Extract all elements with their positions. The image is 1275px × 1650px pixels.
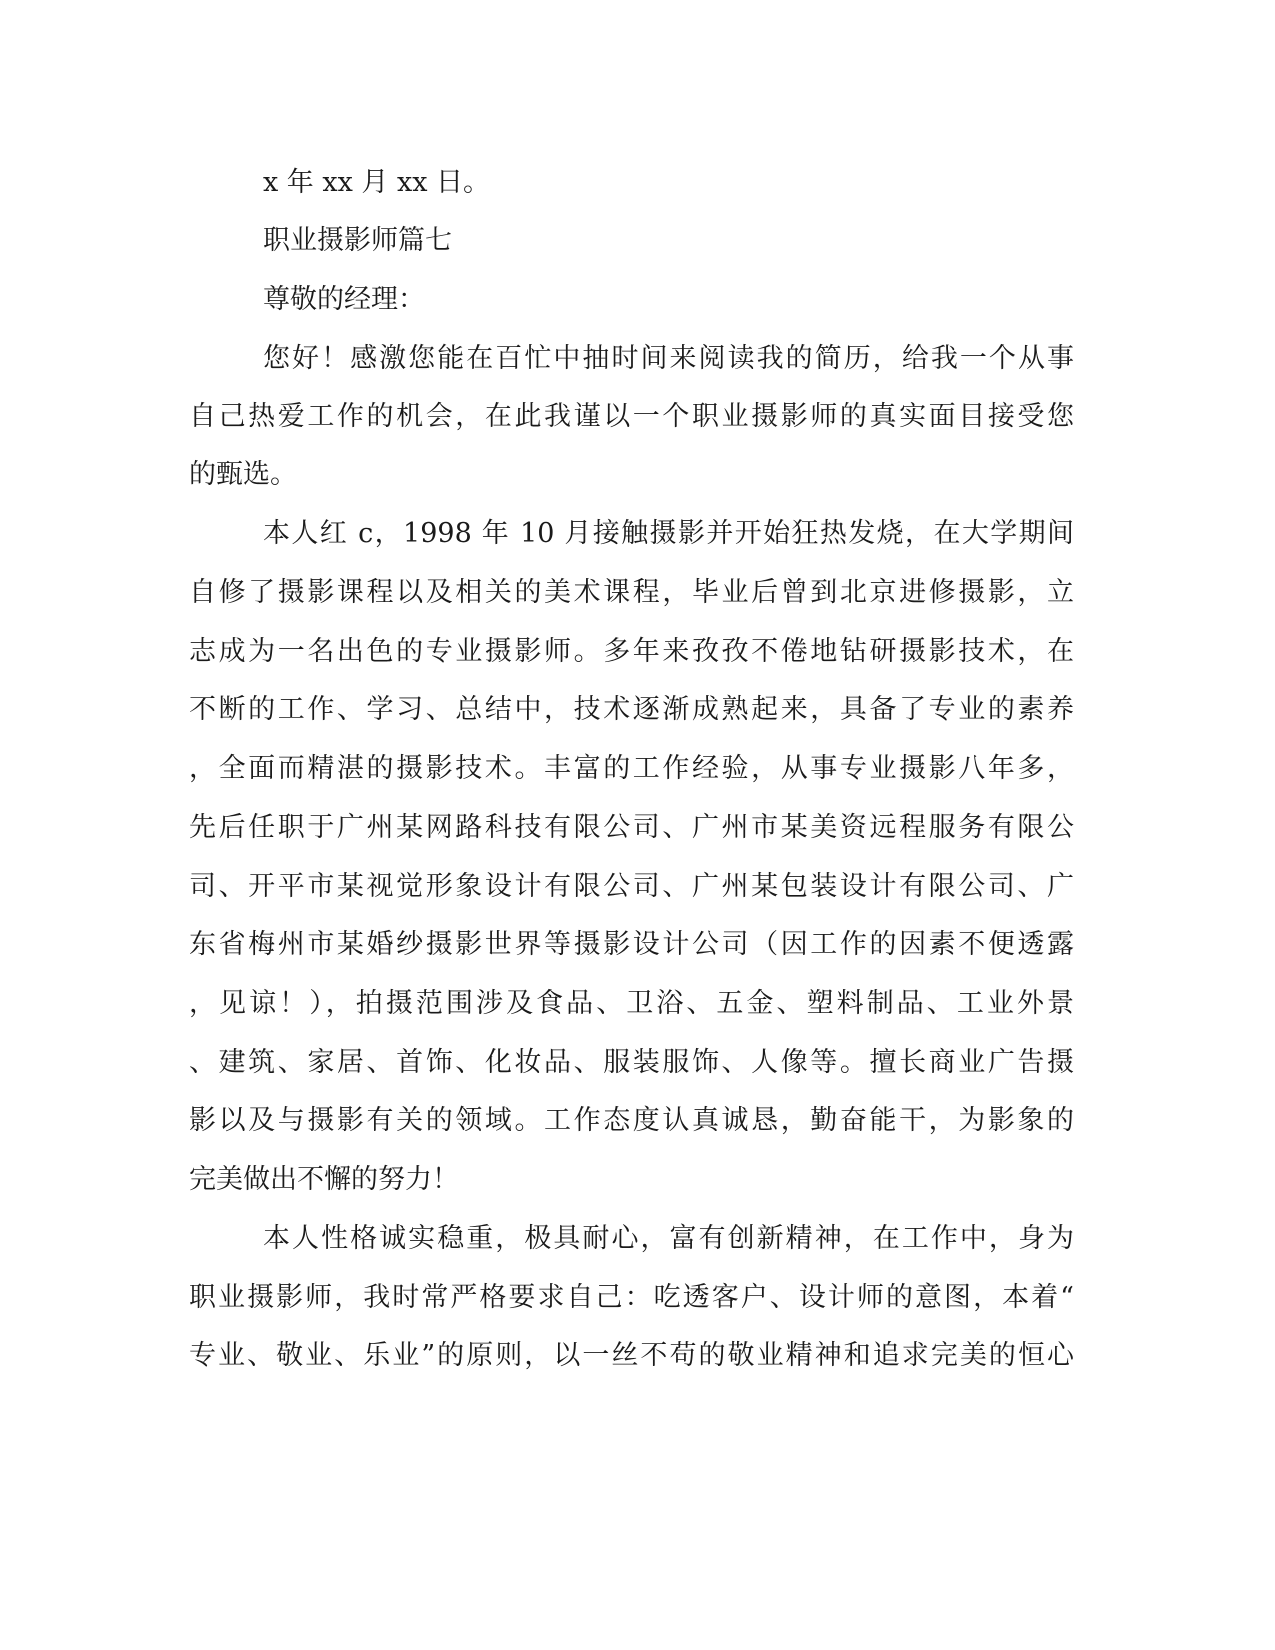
paragraph-line: 志成为一名出色的专业摄影师。多年来孜孜不倦地钻研摄影技术，在 xyxy=(189,636,1074,667)
paragraph-line: 不断的工作、学习、总结中，技术逐渐成熟起来，具备了专业的素养 xyxy=(189,694,1074,725)
section-title: 职业摄影师篇七 xyxy=(263,225,452,256)
paragraph-line: ，见谅！），拍摄范围涉及食品、卫浴、五金、塑料制品、工业外景 xyxy=(189,988,1074,1019)
paragraph-line: 影以及与摄影有关的领域。工作态度认真诚恳，勤奋能干，为影象的 xyxy=(189,1105,1074,1136)
paragraph-line: 先后任职于广州某网路科技有限公司、广州市某美资远程服务有限公 xyxy=(189,812,1074,843)
date-line: x 年 xx 月 xx 日。 xyxy=(263,167,491,198)
paragraph-line: 您好！感激您能在百忙中抽时间来阅读我的简历，给我一个从事 xyxy=(263,343,1074,374)
paragraph-line: ，全面而精湛的摄影技术。丰富的工作经验，从事专业摄影八年多， xyxy=(189,753,1074,784)
paragraph-line: 自己热爱工作的机会，在此我谨以一个职业摄影师的真实面目接受您 xyxy=(189,401,1074,432)
paragraph-line: 的甄选。 xyxy=(189,459,297,490)
paragraph-line: 自修了摄影课程以及相关的美术课程，毕业后曾到北京进修摄影，立 xyxy=(189,577,1074,608)
paragraph-line: 专业、敬业、乐业”的原则，以一丝不苟的敬业精神和追求完美的恒心 xyxy=(189,1340,1074,1371)
paragraph-line: 本人性格诚实稳重，极具耐心，富有创新精神，在工作中，身为 xyxy=(263,1223,1074,1254)
paragraph-line: 完美做出不懈的努力！ xyxy=(189,1164,459,1195)
paragraph-line: 司、开平市某视觉形象设计有限公司、广州某包装设计有限公司、广 xyxy=(189,871,1074,902)
paragraph-line: 、建筑、家居、首饰、化妆品、服装服饰、人像等。擅长商业广告摄 xyxy=(189,1047,1074,1078)
salutation: 尊敬的经理： xyxy=(263,284,425,315)
paragraph-line: 职业摄影师，我时常严格要求自己：吃透客户、设计师的意图，本着“ xyxy=(189,1282,1074,1313)
paragraph-line: 东省梅州市某婚纱摄影世界等摄影设计公司（因工作的因素不便透露 xyxy=(189,929,1074,960)
paragraph-line: 本人红 c，1998 年 10 月接触摄影并开始狂热发烧，在大学期间 xyxy=(263,518,1074,549)
